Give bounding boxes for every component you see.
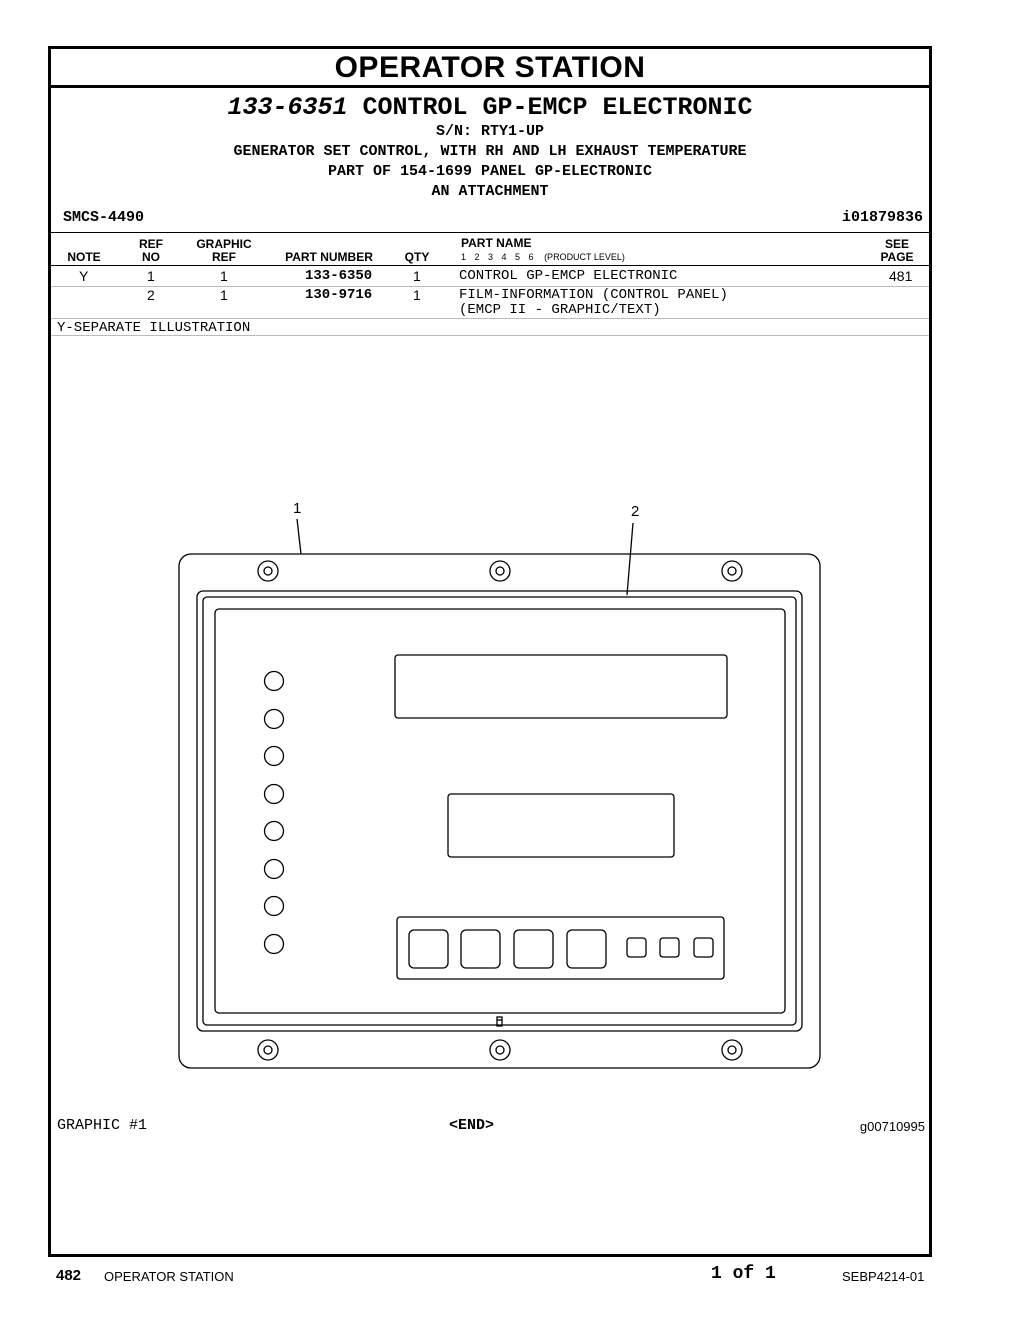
callout-1-leader [297, 519, 301, 554]
col-part-number: PART NUMBER [285, 250, 373, 264]
screw-bottom-left [258, 1040, 278, 1060]
row-part-number: 130-9716 [305, 287, 373, 303]
serial-number: S/N: RTY1-UP [435, 123, 545, 140]
row-ref-no: 2 [147, 287, 155, 303]
indicator-lamp [265, 935, 284, 954]
group-part-number: 133-6351 [227, 93, 348, 122]
row-note: Y [79, 268, 89, 284]
upper-display-window [395, 655, 727, 718]
row-part-name: CONTROL GP-EMCP ELECTRONIC [459, 268, 678, 284]
page-frame [48, 46, 932, 1257]
row-qty: 1 [413, 287, 421, 303]
lower-display-window [448, 794, 674, 857]
illustration-id: i01879836 [841, 209, 923, 226]
indicator-lamp [265, 897, 284, 916]
screw-top-right [722, 561, 742, 581]
keypad-small-key [660, 938, 679, 957]
col-part-name: PART NAME [461, 236, 532, 250]
smcs-code: SMCS-4490 [63, 209, 145, 226]
row-see-page: 481 [889, 268, 913, 284]
keypad-housing [397, 917, 724, 979]
indicator-lamp [265, 860, 284, 879]
keypad-key [514, 930, 553, 968]
indicator-lamp [265, 672, 284, 691]
row-graphic-ref: 1 [220, 268, 228, 284]
page-of: 1 of 1 [711, 1264, 776, 1284]
keypad-key [567, 930, 606, 968]
col-graphic-ref: GRAPHIC REF [196, 237, 252, 264]
col-qty: QTY [404, 250, 430, 264]
keypad-key [409, 930, 448, 968]
description-line-3: AN ATTACHMENT [431, 183, 549, 200]
page-number: 482 [56, 1267, 82, 1284]
graphic-label: GRAPHIC #1 [57, 1117, 148, 1134]
mounting-plate [179, 554, 820, 1068]
col-note: NOTE [67, 250, 101, 264]
document-number: SEBP4214-01 [842, 1269, 925, 1284]
callout-2: 2 [631, 503, 640, 520]
keypad-small-key [627, 938, 646, 957]
description-line-1: GENERATOR SET CONTROL, WITH RH AND LH EXHAUST TEMPERATURE [233, 143, 747, 160]
indicator-lamp [265, 710, 284, 729]
end-label: <END> [449, 1117, 495, 1134]
footnote: Y-SEPARATE ILLUSTRATION [57, 320, 251, 336]
screw-bottom-right [722, 1040, 742, 1060]
product-level-row: 1 2 3 4 5 6 (PRODUCT LEVEL) [461, 252, 625, 262]
row-graphic-ref: 1 [220, 287, 228, 303]
indicator-lamp [265, 747, 284, 766]
graphic-number: g00710995 [859, 1119, 925, 1134]
section-title: OPERATOR STATION [51, 49, 929, 88]
callout-1: 1 [293, 500, 302, 517]
control-panel-illustration [51, 49, 929, 1254]
keypad-key [461, 930, 500, 968]
col-ref-no: REF NO [139, 237, 163, 264]
row-part-name: FILM-INFORMATION (CONTROL PANEL) [459, 287, 728, 303]
col-see-page: SEE PAGE [880, 237, 914, 264]
screw-top-left [258, 561, 278, 581]
description-line-2: PART OF 154-1699 PANEL GP-ELECTRONIC [327, 163, 653, 180]
indicator-lamp [265, 785, 284, 804]
row-part-number: 133-6350 [305, 268, 373, 284]
row-qty: 1 [413, 268, 421, 284]
row-part-name-line-2: (EMCP II - GRAPHIC/TEXT) [459, 302, 661, 318]
footer-section: OPERATOR STATION [104, 1269, 234, 1284]
row-ref-no: 1 [147, 268, 155, 284]
screw-bottom-center [490, 1040, 510, 1060]
keypad-small-key [694, 938, 713, 957]
callout-2-leader [627, 523, 633, 595]
screw-top-center [490, 561, 510, 581]
group-name: CONTROL GP-EMCP ELECTRONIC [362, 93, 753, 122]
indicator-lamp [265, 822, 284, 841]
